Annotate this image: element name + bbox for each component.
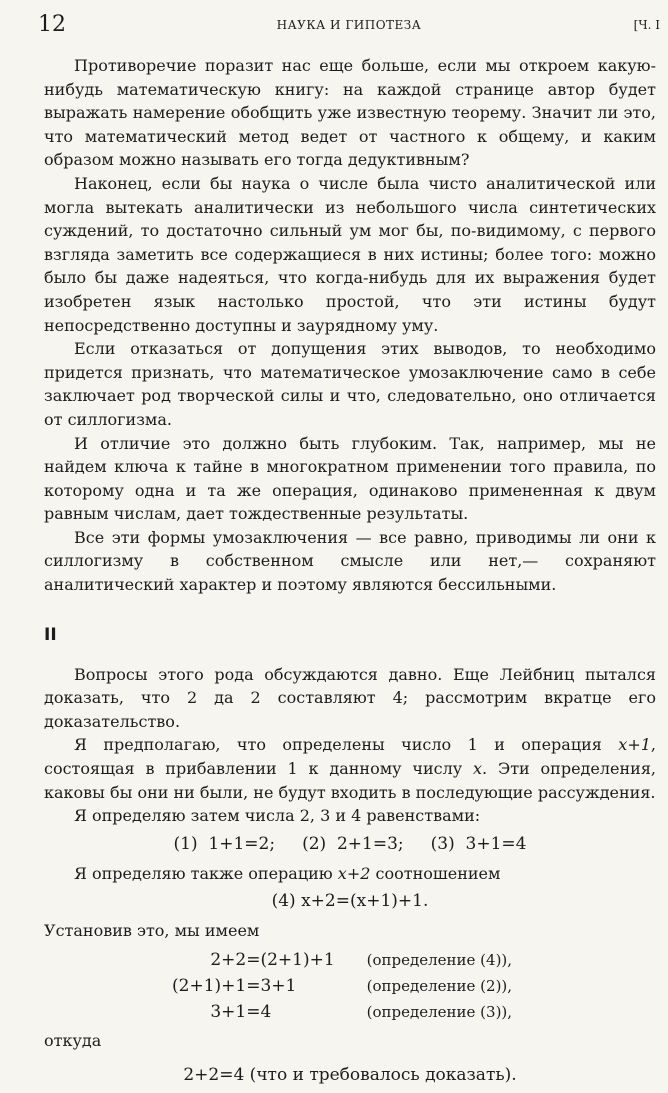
paragraph: Наконец, если бы наука о числе была чисто аналитической или могла вытекать аналитически из небольшого числа синтетических суждений, то достаточно сильный ум мог бы, по-видимому, с первого взгляда заметить все содержащиеся в них истины; более того: можно было бы даже надеяться, что когда-нибудь для их выражения будет изобретен язык настолько простой, что эти истины будут непосредственно доступны и заурядному уму. xyxy=(44,173,656,335)
derivation-lhs: (2+1)+1 xyxy=(172,976,247,996)
derivation-table xyxy=(172,947,512,1025)
variable-inline: x xyxy=(473,759,483,779)
equation-numbers: (1) 1+1=2; (2) 2+1=3; (3) 3+1=4 xyxy=(173,833,527,854)
equation-x-plus-2: (4) x+2=(x+1)+1. xyxy=(271,891,429,912)
running-title: НАУКА И ГИПОТЕЗА xyxy=(276,18,422,32)
text-span: Я предполагаю, что определены число 1 и операция xyxy=(74,735,619,755)
paragraph: Вопросы этого рода обсуждаются давно. Еще Лейбниц пытался доказать, что 2 да 2 составляют 4; рассмотрим вкратце его доказательство. xyxy=(44,664,656,731)
paragraph: И отличие это должно быть глубоким. Так, например, мы не найдем ключа к тайне в многократном применении того правила, по которому одна и та же операция, одинаково примененная к двум равным числам, дает тождественные результаты. xyxy=(44,433,656,524)
text-span: . Эти определения, каковы бы они ни были, не будут входить в последующие рассуждения. xyxy=(44,759,657,802)
derivation-row xyxy=(172,999,512,1025)
conclusion-formula: 2+2=4 (что и требовалось доказать). xyxy=(183,1064,517,1085)
paragraph: Противоречие поразит нас еще больше, если мы откроем какую-нибудь математическую книгу: на каждой странице автор будет выражать намерение обобщить уже известную теорему. Значит ли это, что математический метод ведет от частного к общему, и каким образом можно называть его тогда дедуктивным? xyxy=(44,56,656,170)
derivation-lhs: 2+2 xyxy=(210,950,247,970)
formula-inline: x+1 xyxy=(618,735,651,755)
derivation-rhs: =3+1 xyxy=(246,976,297,996)
paragraph xyxy=(44,733,656,804)
text-span: , состоящая в прибавлении 1 к данному числу xyxy=(44,735,656,779)
page-body xyxy=(44,54,656,1093)
paragraph: Я определяю затем числа 2, 3 и 4 равенствами: xyxy=(74,806,481,826)
derivation-row xyxy=(172,947,512,973)
derivation-note: (определение (4)), xyxy=(366,951,513,969)
part-label: [Ч. I xyxy=(633,18,660,32)
section-heading: II xyxy=(44,624,57,645)
derivation-rhs: =(2+1)+1 xyxy=(246,950,335,970)
page-number: 12 xyxy=(38,12,66,37)
text-span: соотношением xyxy=(370,863,501,883)
page-header xyxy=(38,10,660,40)
derivation-lhs: 3+1 xyxy=(210,1002,247,1022)
text-span: Я определяю также операцию xyxy=(74,863,338,883)
derivation-note: (определение (3)), xyxy=(366,1003,513,1021)
derivation-note: (определение (2)), xyxy=(366,977,513,995)
derivation-row xyxy=(172,973,512,999)
paragraph: откуда xyxy=(44,1031,102,1050)
derivation-rhs: =4 xyxy=(246,1002,272,1022)
paragraph: Если отказаться от допущения этих выводов, то необходимо придется признать, что математическое умозаключение само в себе заключает род творческой силы и что, следовательно, оно отличается от силлогизма. xyxy=(44,339,656,429)
paragraph xyxy=(44,862,656,886)
paragraph: Все эти формы умозаключения — все равно, приводимы ли они к силлогизму в собственном смысле или нет,— сохраняют аналитический характер и поэтому являются бессильными. xyxy=(44,527,656,595)
formula-inline: x+2 xyxy=(337,863,371,883)
paragraph: Установив это, мы имеем xyxy=(44,921,260,941)
